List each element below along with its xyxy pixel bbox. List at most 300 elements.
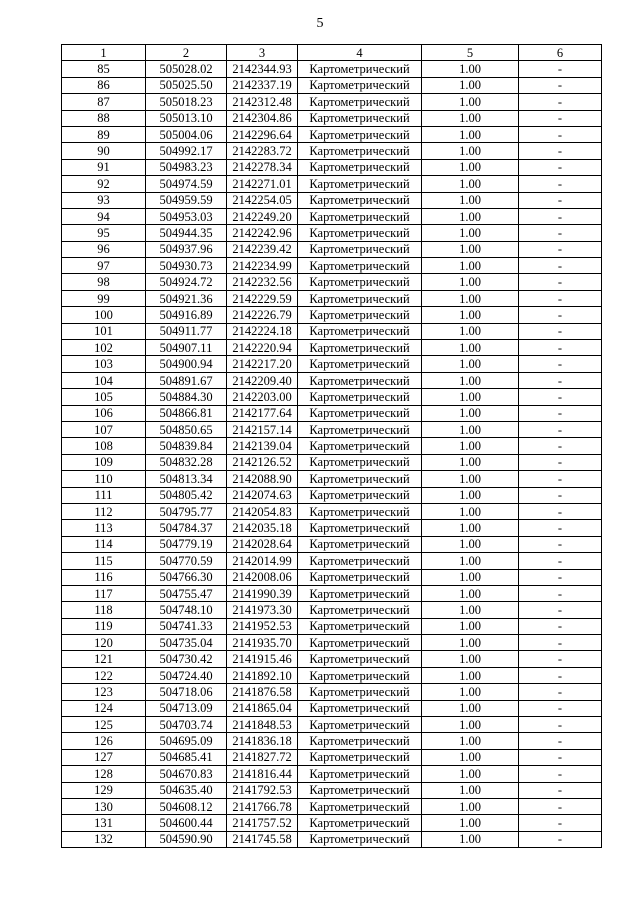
x-coordinate-cell: 504748.10 [146, 602, 227, 618]
point-number-cell: 116 [62, 569, 146, 585]
method-cell: Картометрический [298, 717, 422, 733]
table-row [62, 323, 602, 339]
method-cell: Картометрический [298, 192, 422, 208]
y-coordinate-cell: 2141792.53 [227, 782, 298, 798]
table-row [62, 733, 602, 749]
method-cell: Картометрический [298, 684, 422, 700]
y-coordinate-cell: 2141892.10 [227, 667, 298, 683]
method-cell: Картометрический [298, 487, 422, 503]
accuracy-cell: 1.00 [422, 126, 519, 142]
table-row [62, 471, 602, 487]
y-coordinate-cell: 2141876.58 [227, 684, 298, 700]
table-row [62, 503, 602, 519]
method-cell: Картометрический [298, 585, 422, 601]
point-number-cell: 89 [62, 126, 146, 142]
x-coordinate-cell: 504866.81 [146, 405, 227, 421]
x-coordinate-cell: 504755.47 [146, 585, 227, 601]
note-cell: - [519, 126, 602, 142]
table-row [62, 159, 602, 175]
y-coordinate-cell: 2142337.19 [227, 77, 298, 93]
accuracy-cell: 1.00 [422, 208, 519, 224]
page-number: 5 [316, 16, 324, 31]
point-number-cell: 103 [62, 356, 146, 372]
accuracy-cell: 1.00 [422, 77, 519, 93]
point-number-cell: 102 [62, 340, 146, 356]
x-coordinate-cell: 504813.34 [146, 471, 227, 487]
method-cell: Картометрический [298, 126, 422, 142]
method-cell: Картометрический [298, 503, 422, 519]
point-number-cell: 97 [62, 258, 146, 274]
method-cell: Картометрический [298, 274, 422, 290]
note-cell: - [519, 225, 602, 241]
note-cell: - [519, 815, 602, 831]
accuracy-cell: 1.00 [422, 372, 519, 388]
x-coordinate-cell: 505028.02 [146, 61, 227, 77]
x-coordinate-cell: 504959.59 [146, 192, 227, 208]
note-cell: - [519, 356, 602, 372]
method-cell: Картометрический [298, 94, 422, 110]
method-cell: Картометрический [298, 536, 422, 552]
table-row [62, 569, 602, 585]
column-header: 3 [227, 45, 298, 61]
y-coordinate-cell: 2141935.70 [227, 635, 298, 651]
method-cell: Картометрический [298, 782, 422, 798]
table-row [62, 307, 602, 323]
method-cell: Картометрический [298, 176, 422, 192]
y-coordinate-cell: 2141848.53 [227, 717, 298, 733]
table-row [62, 94, 602, 110]
table-row [62, 749, 602, 765]
point-number-cell: 99 [62, 290, 146, 306]
note-cell: - [519, 602, 602, 618]
accuracy-cell: 1.00 [422, 717, 519, 733]
note-cell: - [519, 421, 602, 437]
method-cell: Картометрический [298, 438, 422, 454]
method-cell: Картометрический [298, 159, 422, 175]
method-cell: Картометрический [298, 766, 422, 782]
note-cell: - [519, 61, 602, 77]
point-number-cell: 130 [62, 798, 146, 814]
y-coordinate-cell: 2141827.72 [227, 749, 298, 765]
x-coordinate-cell: 504884.30 [146, 389, 227, 405]
method-cell: Картометрический [298, 733, 422, 749]
y-coordinate-cell: 2141766.78 [227, 798, 298, 814]
x-coordinate-cell: 504590.90 [146, 831, 227, 847]
note-cell: - [519, 274, 602, 290]
point-number-cell: 90 [62, 143, 146, 159]
note-cell: - [519, 503, 602, 519]
x-coordinate-cell: 504921.36 [146, 290, 227, 306]
y-coordinate-cell: 2142028.64 [227, 536, 298, 552]
y-coordinate-cell: 2142229.59 [227, 290, 298, 306]
note-cell: - [519, 192, 602, 208]
note-cell: - [519, 766, 602, 782]
table-row [62, 143, 602, 159]
table-row [62, 782, 602, 798]
table-row [62, 340, 602, 356]
x-coordinate-cell: 504911.77 [146, 323, 227, 339]
point-number-cell: 124 [62, 700, 146, 716]
method-cell: Картометрический [298, 340, 422, 356]
y-coordinate-cell: 2142271.01 [227, 176, 298, 192]
y-coordinate-cell: 2142234.99 [227, 258, 298, 274]
table-row [62, 77, 602, 93]
point-number-cell: 105 [62, 389, 146, 405]
note-cell: - [519, 77, 602, 93]
method-cell: Картометрический [298, 602, 422, 618]
x-coordinate-cell: 505018.23 [146, 94, 227, 110]
method-cell: Картометрический [298, 110, 422, 126]
x-coordinate-cell: 504953.03 [146, 208, 227, 224]
note-cell: - [519, 143, 602, 159]
table-row [62, 635, 602, 651]
note-cell: - [519, 340, 602, 356]
accuracy-cell: 1.00 [422, 831, 519, 847]
accuracy-cell: 1.00 [422, 258, 519, 274]
accuracy-cell: 1.00 [422, 569, 519, 585]
y-coordinate-cell: 2142177.64 [227, 405, 298, 421]
table-header-row [62, 45, 602, 61]
coordinates-table [61, 44, 602, 848]
y-coordinate-cell: 2141865.04 [227, 700, 298, 716]
table-row [62, 405, 602, 421]
accuracy-cell: 1.00 [422, 782, 519, 798]
point-number-cell: 101 [62, 323, 146, 339]
accuracy-cell: 1.00 [422, 798, 519, 814]
x-coordinate-cell: 504907.11 [146, 340, 227, 356]
note-cell: - [519, 208, 602, 224]
note-cell: - [519, 258, 602, 274]
method-cell: Картометрический [298, 700, 422, 716]
method-cell: Картометрический [298, 225, 422, 241]
accuracy-cell: 1.00 [422, 520, 519, 536]
note-cell: - [519, 536, 602, 552]
x-coordinate-cell: 504779.19 [146, 536, 227, 552]
method-cell: Картометрический [298, 831, 422, 847]
y-coordinate-cell: 2142278.34 [227, 159, 298, 175]
x-coordinate-cell: 504937.96 [146, 241, 227, 257]
table-row [62, 438, 602, 454]
note-cell: - [519, 176, 602, 192]
point-number-cell: 120 [62, 635, 146, 651]
x-coordinate-cell: 504724.40 [146, 667, 227, 683]
x-coordinate-cell: 504718.06 [146, 684, 227, 700]
y-coordinate-cell: 2141915.46 [227, 651, 298, 667]
note-cell: - [519, 438, 602, 454]
note-cell: - [519, 307, 602, 323]
point-number-cell: 118 [62, 602, 146, 618]
method-cell: Картометрический [298, 421, 422, 437]
column-header: 1 [62, 45, 146, 61]
table-row [62, 225, 602, 241]
y-coordinate-cell: 2142220.94 [227, 340, 298, 356]
x-coordinate-cell: 504685.41 [146, 749, 227, 765]
note-cell: - [519, 717, 602, 733]
table-row [62, 274, 602, 290]
point-number-cell: 91 [62, 159, 146, 175]
note-cell: - [519, 94, 602, 110]
table-row [62, 667, 602, 683]
table-row [62, 766, 602, 782]
point-number-cell: 119 [62, 618, 146, 634]
note-cell: - [519, 405, 602, 421]
y-coordinate-cell: 2141816.44 [227, 766, 298, 782]
column-header: 6 [519, 45, 602, 61]
table-row [62, 389, 602, 405]
note-cell: - [519, 684, 602, 700]
note-cell: - [519, 667, 602, 683]
point-number-cell: 106 [62, 405, 146, 421]
point-number-cell: 121 [62, 651, 146, 667]
point-number-cell: 104 [62, 372, 146, 388]
point-number-cell: 88 [62, 110, 146, 126]
accuracy-cell: 1.00 [422, 340, 519, 356]
method-cell: Картометрический [298, 241, 422, 257]
table-row [62, 208, 602, 224]
note-cell: - [519, 520, 602, 536]
method-cell: Картометрический [298, 356, 422, 372]
y-coordinate-cell: 2142139.04 [227, 438, 298, 454]
y-coordinate-cell: 2142157.14 [227, 421, 298, 437]
y-coordinate-cell: 2142217.20 [227, 356, 298, 372]
point-number-cell: 93 [62, 192, 146, 208]
accuracy-cell: 1.00 [422, 635, 519, 651]
accuracy-cell: 1.00 [422, 651, 519, 667]
table-row [62, 487, 602, 503]
point-number-cell: 85 [62, 61, 146, 77]
column-header: 2 [146, 45, 227, 61]
x-coordinate-cell: 504983.23 [146, 159, 227, 175]
method-cell: Картометрический [298, 405, 422, 421]
point-number-cell: 95 [62, 225, 146, 241]
accuracy-cell: 1.00 [422, 176, 519, 192]
accuracy-cell: 1.00 [422, 356, 519, 372]
method-cell: Картометрический [298, 372, 422, 388]
x-coordinate-cell: 504784.37 [146, 520, 227, 536]
point-number-cell: 107 [62, 421, 146, 437]
note-cell: - [519, 290, 602, 306]
note-cell: - [519, 159, 602, 175]
x-coordinate-cell: 504766.30 [146, 569, 227, 585]
x-coordinate-cell: 504850.65 [146, 421, 227, 437]
y-coordinate-cell: 2142232.56 [227, 274, 298, 290]
note-cell: - [519, 372, 602, 388]
note-cell: - [519, 651, 602, 667]
y-coordinate-cell: 2142283.72 [227, 143, 298, 159]
table-row [62, 815, 602, 831]
table-row [62, 176, 602, 192]
table-row [62, 126, 602, 142]
table-row [62, 798, 602, 814]
point-number-cell: 114 [62, 536, 146, 552]
y-coordinate-cell: 2142242.96 [227, 225, 298, 241]
table-row [62, 454, 602, 470]
y-coordinate-cell: 2141952.53 [227, 618, 298, 634]
note-cell: - [519, 241, 602, 257]
point-number-cell: 122 [62, 667, 146, 683]
table-row [62, 553, 602, 569]
x-coordinate-cell: 504891.67 [146, 372, 227, 388]
method-cell: Картометрический [298, 258, 422, 274]
accuracy-cell: 1.00 [422, 323, 519, 339]
method-cell: Картометрический [298, 471, 422, 487]
accuracy-cell: 1.00 [422, 421, 519, 437]
method-cell: Картометрический [298, 667, 422, 683]
y-coordinate-cell: 2142226.79 [227, 307, 298, 323]
y-coordinate-cell: 2142296.64 [227, 126, 298, 142]
point-number-cell: 131 [62, 815, 146, 831]
accuracy-cell: 1.00 [422, 61, 519, 77]
note-cell: - [519, 487, 602, 503]
accuracy-cell: 1.00 [422, 389, 519, 405]
note-cell: - [519, 569, 602, 585]
accuracy-cell: 1.00 [422, 700, 519, 716]
table-row [62, 602, 602, 618]
accuracy-cell: 1.00 [422, 110, 519, 126]
method-cell: Картометрический [298, 749, 422, 765]
note-cell: - [519, 782, 602, 798]
x-coordinate-cell: 504600.44 [146, 815, 227, 831]
x-coordinate-cell: 504730.42 [146, 651, 227, 667]
accuracy-cell: 1.00 [422, 602, 519, 618]
point-number-cell: 86 [62, 77, 146, 93]
x-coordinate-cell: 504916.89 [146, 307, 227, 323]
table-row [62, 831, 602, 847]
accuracy-cell: 1.00 [422, 159, 519, 175]
point-number-cell: 100 [62, 307, 146, 323]
y-coordinate-cell: 2142249.20 [227, 208, 298, 224]
point-number-cell: 125 [62, 717, 146, 733]
method-cell: Картометрический [298, 520, 422, 536]
method-cell: Картометрический [298, 307, 422, 323]
accuracy-cell: 1.00 [422, 274, 519, 290]
y-coordinate-cell: 2141757.52 [227, 815, 298, 831]
point-number-cell: 96 [62, 241, 146, 257]
accuracy-cell: 1.00 [422, 553, 519, 569]
y-coordinate-cell: 2142008.06 [227, 569, 298, 585]
column-header: 5 [422, 45, 519, 61]
accuracy-cell: 1.00 [422, 290, 519, 306]
point-number-cell: 110 [62, 471, 146, 487]
accuracy-cell: 1.00 [422, 241, 519, 257]
x-coordinate-cell: 504832.28 [146, 454, 227, 470]
y-coordinate-cell: 2142254.05 [227, 192, 298, 208]
method-cell: Картометрический [298, 798, 422, 814]
y-coordinate-cell: 2142224.18 [227, 323, 298, 339]
table-row [62, 651, 602, 667]
accuracy-cell: 1.00 [422, 667, 519, 683]
y-coordinate-cell: 2142014.99 [227, 553, 298, 569]
note-cell: - [519, 635, 602, 651]
accuracy-cell: 1.00 [422, 585, 519, 601]
point-number-cell: 127 [62, 749, 146, 765]
x-coordinate-cell: 505013.10 [146, 110, 227, 126]
accuracy-cell: 1.00 [422, 225, 519, 241]
x-coordinate-cell: 504703.74 [146, 717, 227, 733]
x-coordinate-cell: 504635.40 [146, 782, 227, 798]
y-coordinate-cell: 2142344.93 [227, 61, 298, 77]
x-coordinate-cell: 504735.04 [146, 635, 227, 651]
table-body [62, 45, 602, 848]
table-row [62, 241, 602, 257]
accuracy-cell: 1.00 [422, 536, 519, 552]
table-row [62, 356, 602, 372]
method-cell: Картометрический [298, 635, 422, 651]
point-number-cell: 87 [62, 94, 146, 110]
method-cell: Картометрический [298, 553, 422, 569]
x-coordinate-cell: 504974.59 [146, 176, 227, 192]
note-cell: - [519, 553, 602, 569]
x-coordinate-cell: 504670.83 [146, 766, 227, 782]
point-number-cell: 129 [62, 782, 146, 798]
y-coordinate-cell: 2142088.90 [227, 471, 298, 487]
method-cell: Картометрический [298, 323, 422, 339]
note-cell: - [519, 323, 602, 339]
table-row [62, 585, 602, 601]
accuracy-cell: 1.00 [422, 487, 519, 503]
note-cell: - [519, 585, 602, 601]
method-cell: Картометрический [298, 651, 422, 667]
note-cell: - [519, 454, 602, 470]
note-cell: - [519, 798, 602, 814]
note-cell: - [519, 831, 602, 847]
method-cell: Картометрический [298, 389, 422, 405]
point-number-cell: 111 [62, 487, 146, 503]
method-cell: Картометрический [298, 61, 422, 77]
accuracy-cell: 1.00 [422, 471, 519, 487]
y-coordinate-cell: 2142239.42 [227, 241, 298, 257]
x-coordinate-cell: 504900.94 [146, 356, 227, 372]
x-coordinate-cell: 505004.06 [146, 126, 227, 142]
x-coordinate-cell: 504713.09 [146, 700, 227, 716]
accuracy-cell: 1.00 [422, 618, 519, 634]
table-row [62, 520, 602, 536]
accuracy-cell: 1.00 [422, 733, 519, 749]
point-number-cell: 115 [62, 553, 146, 569]
x-coordinate-cell: 504839.84 [146, 438, 227, 454]
note-cell: - [519, 110, 602, 126]
table-row [62, 421, 602, 437]
method-cell: Картометрический [298, 454, 422, 470]
accuracy-cell: 1.00 [422, 143, 519, 159]
x-coordinate-cell: 505025.50 [146, 77, 227, 93]
accuracy-cell: 1.00 [422, 749, 519, 765]
table-row [62, 717, 602, 733]
accuracy-cell: 1.00 [422, 438, 519, 454]
method-cell: Картометрический [298, 77, 422, 93]
point-number-cell: 98 [62, 274, 146, 290]
x-coordinate-cell: 504930.73 [146, 258, 227, 274]
note-cell: - [519, 749, 602, 765]
note-cell: - [519, 700, 602, 716]
table-row [62, 536, 602, 552]
accuracy-cell: 1.00 [422, 815, 519, 831]
x-coordinate-cell: 504741.33 [146, 618, 227, 634]
accuracy-cell: 1.00 [422, 405, 519, 421]
y-coordinate-cell: 2141990.39 [227, 585, 298, 601]
x-coordinate-cell: 504944.35 [146, 225, 227, 241]
y-coordinate-cell: 2142074.63 [227, 487, 298, 503]
table-row [62, 290, 602, 306]
accuracy-cell: 1.00 [422, 503, 519, 519]
accuracy-cell: 1.00 [422, 94, 519, 110]
note-cell: - [519, 733, 602, 749]
table-row [62, 372, 602, 388]
table-row [62, 700, 602, 716]
x-coordinate-cell: 504805.42 [146, 487, 227, 503]
point-number-cell: 94 [62, 208, 146, 224]
table-row [62, 618, 602, 634]
